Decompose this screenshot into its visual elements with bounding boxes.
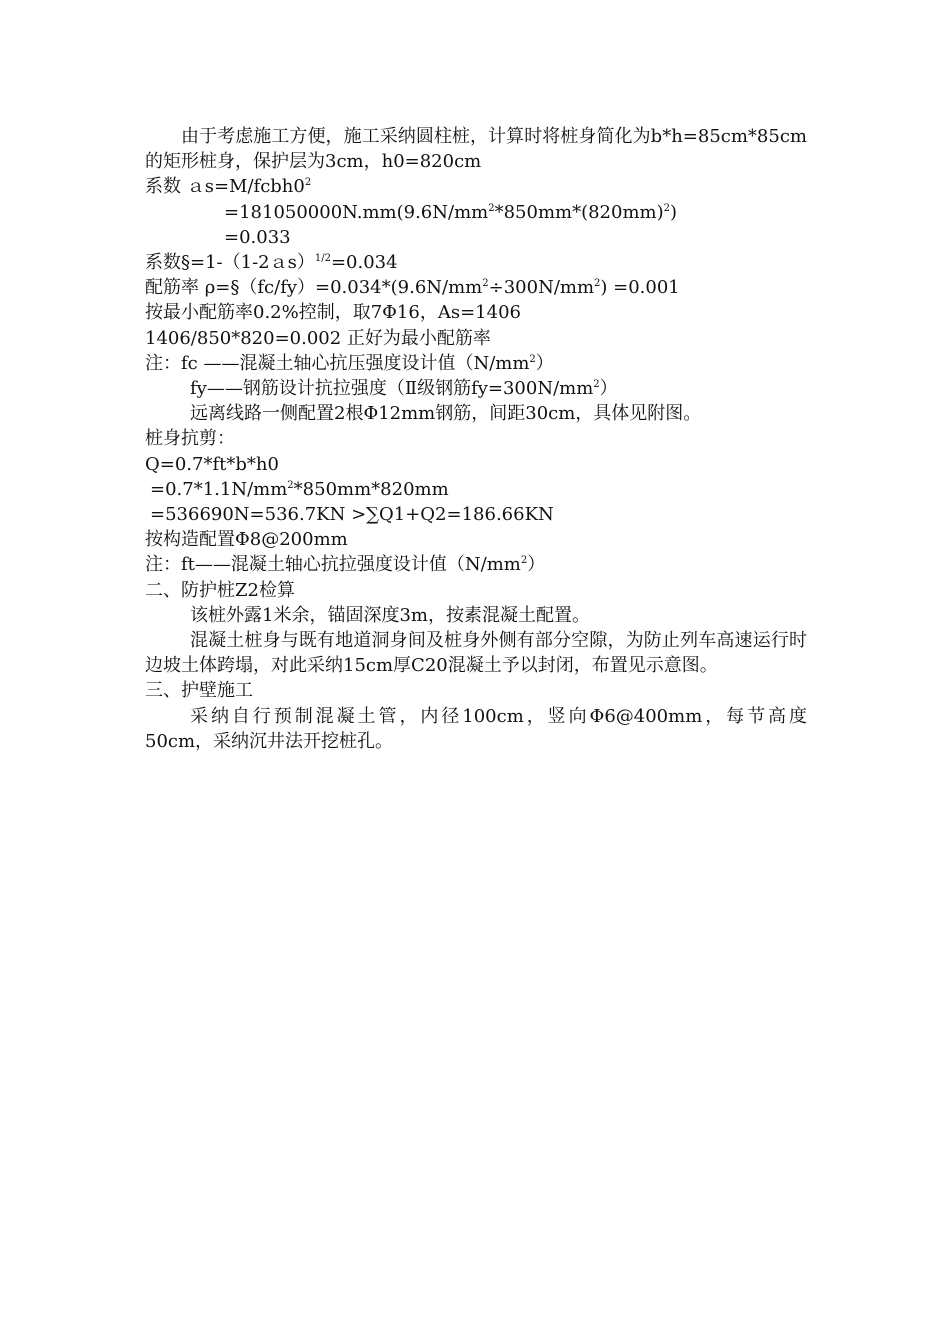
section-3-paragraph-1: 采纳自行预制混凝土管，内径100cm，竖向Φ6@400mm，每节高度50cm，采纳沉井法开挖桩孔。 — [145, 705, 807, 752]
alpha-value-line: =0.033 — [224, 226, 291, 248]
rebar-arrangement-line: 远离线路一侧配置2根Φ12mm钢筋，间距30cm，具体见附图。 — [190, 403, 702, 425]
xi-coefficient-line: 系数§=1-（1-2ａs）$^{1/2}$=0.034 — [145, 252, 398, 274]
ratio-check-line: 1406/850*820=0.002 正好为最小配筋率 — [145, 327, 491, 349]
shear-title: 桩身抗剪： — [145, 428, 235, 450]
shear-formula-line: Q=0.7*ft*b*h0 — [145, 453, 279, 475]
document-body — [145, 124, 807, 754]
note-ft-line: 注：ft——混凝土轴心抗拉强度设计值$(N/mm^2)$ — [145, 554, 546, 576]
alpha-equation-line: $=181050000N.mm(9.6N/mm^2*850mm*(820mm)^2)$ — [224, 201, 678, 223]
alpha-coefficient-line: 系数 $as=M/fcbh0^2$ — [145, 176, 312, 198]
reinforcement-ratio-line: 配筋率 $\rho=\S(fc/fy)=0.034*(9.6N/mm^2\div 300N/mm^2) =0.001$ — [145, 277, 680, 299]
note-fc-line: 注：fc ——混凝土轴心抗压强度设计值$(N/mm^2)$ — [145, 352, 554, 374]
intro-paragraph: 由于考虑施工方便，施工采纳圆柱桩，计算时将桩身简化为b*h=85cm*85cm 的矩形桩身，保护层为3cm，h0=820cm — [145, 126, 807, 173]
shear-result-line: =536690N=536.7KN >∑Q1+Q2=186.66KN — [150, 504, 554, 526]
section-2-paragraph-1: 该桩外露1米余，锚固深度3m，按素混凝土配置。 — [190, 604, 590, 626]
section-2-title: 二、防护桩Z2检算 — [145, 579, 295, 601]
note-fy-line: fy——钢筋设计抗拉强度（Ⅱ级钢筋$fy=300N/mm^2$） — [190, 378, 618, 400]
section-2-paragraph-2: 混凝土桩身与既有地道洞身间及桩身外侧有部分空隙，为防止列车高速运行时边坡土体跨塌，对此采纳15cm厚C20混凝土予以封闭，布置见示意图。 — [145, 630, 807, 677]
min-ratio-line: 按最小配筋率0.2%控制，取7Φ16，As=1406 — [145, 302, 521, 324]
stirrup-line: 按构造配置Φ8@200mm — [145, 529, 348, 551]
section-3-title: 三、护壁施工 — [145, 680, 253, 702]
shear-equation-line: $=0.7*1.1N/mm^2*850mm*820mm$ — [150, 478, 449, 500]
